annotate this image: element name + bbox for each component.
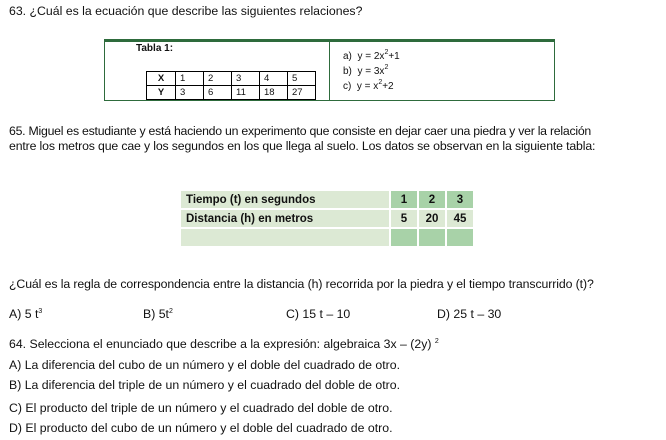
- xy-table: [146, 71, 316, 100]
- table-cell: 20: [419, 210, 445, 227]
- table-cell: Y: [147, 86, 176, 100]
- table-cell: 5: [288, 72, 316, 86]
- q65-line1: 65. Miguel es estudiante y está haciendo un experimento que consiste en dejar caer una piedra y ver la relación: [9, 124, 592, 138]
- table-cell: 3: [232, 72, 260, 86]
- distance-time-table: [181, 191, 481, 248]
- q64-option-c[interactable]: C) El producto del triple de un número y el cuadrado del doble de otro.: [9, 401, 393, 415]
- q65-line2: entre los metros que cae y los segundos en los que llega al suelo. Los datos se observan en la siguiente tabla:: [9, 139, 596, 153]
- q64-option-b[interactable]: B) La diferencia del triple de un número y el cuadrado del doble de otro.: [9, 378, 401, 392]
- table-cell: 5: [391, 210, 417, 227]
- row-label: Distancia (h) en metros: [181, 210, 389, 227]
- frame-divider: [329, 42, 330, 100]
- table-row-y: [147, 86, 316, 100]
- table-cell: 3: [447, 191, 473, 208]
- empty-cell: [181, 229, 389, 246]
- row-label: Tiempo (t) en segundos: [181, 191, 389, 208]
- table-cell: 27: [288, 86, 316, 100]
- tabla-1-title: Tabla 1:: [136, 43, 174, 54]
- empty-cell: [419, 229, 445, 246]
- table-cell: 2: [204, 72, 232, 86]
- table-cell: 18: [260, 86, 288, 100]
- q63-option-b[interactable]: b) $y = 3x^2$: [343, 64, 389, 77]
- table-row: [181, 210, 481, 227]
- q64-option-a[interactable]: A) La diferencia del cubo de un número y el doble del cuadrado de otro.: [9, 358, 401, 372]
- table-cell: 11: [232, 86, 260, 100]
- tabla-1-frame: [104, 39, 555, 101]
- table-cell: X: [147, 72, 176, 86]
- empty-cell: [391, 229, 417, 246]
- table-cell: 6: [204, 86, 232, 100]
- q63-options: [343, 49, 400, 94]
- q65-answer-c[interactable]: C) 15 t – 10: [286, 307, 351, 321]
- table-cell: 1: [176, 72, 204, 86]
- table-cell: 4: [260, 72, 288, 86]
- q63-option-c[interactable]: c) $y = x^2+2$: [343, 79, 394, 92]
- q63-title: 63. ¿Cuál es la ecuación que describe las siguientes relaciones?: [9, 4, 363, 18]
- table-cell: 3: [176, 86, 204, 100]
- empty-cell: [447, 229, 473, 246]
- table-row-x: [147, 72, 316, 86]
- table-row: [181, 191, 481, 208]
- q63-option-a[interactable]: a) $y = 2x^2+1$: [343, 49, 400, 62]
- table-cell: 1: [391, 191, 417, 208]
- q65-answer-a[interactable]: A) 5 $t^3$: [9, 307, 43, 321]
- q65-answer-d[interactable]: D) 25 t – 30: [437, 307, 502, 321]
- q65-answer-b[interactable]: B) $5t^2$: [143, 307, 173, 321]
- table-cell: 45: [447, 210, 473, 227]
- q64-title: 64. Selecciona el enunciado que describe a la expresión: algebraica 3x – (2y) $^2$: [9, 337, 439, 351]
- table-cell: 2: [419, 191, 445, 208]
- q64-option-d[interactable]: D) El producto del cubo de un número y el doble del cuadrado de otro.: [9, 421, 393, 435]
- table-row-empty: [181, 229, 481, 246]
- q65-question: ¿Cuál es la regla de correspondencia entre la distancia (h) recorrida por la piedra y el tiempo transcurrido (t)?: [9, 277, 594, 291]
